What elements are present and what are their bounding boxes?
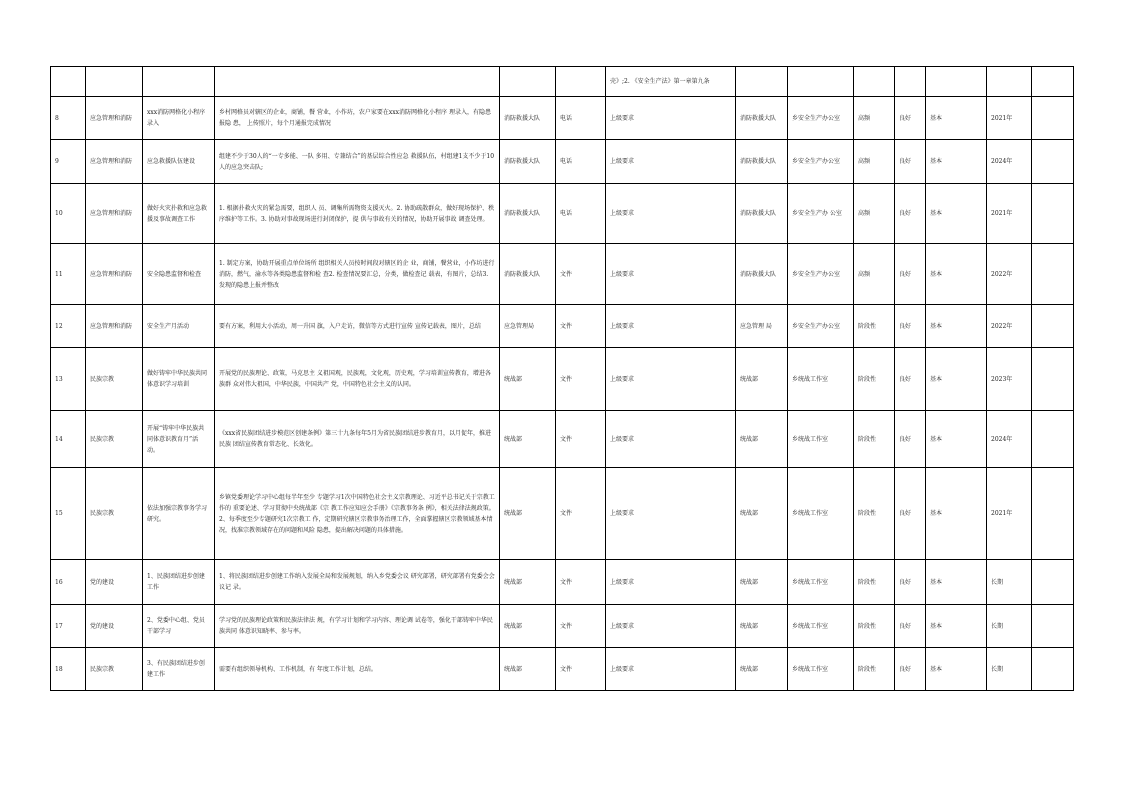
cell-empty bbox=[143, 67, 215, 97]
cell-method: 文件 bbox=[556, 648, 606, 691]
cell-year: 2022年 bbox=[987, 244, 1032, 305]
cell-unit: 乡统战工作室 bbox=[788, 648, 854, 691]
cell-basis: 上级要求 bbox=[606, 411, 736, 468]
cell-empty bbox=[987, 67, 1032, 97]
cell-level: 基本 bbox=[926, 411, 987, 468]
cell-freq: 阶段性 bbox=[854, 605, 895, 648]
cell-note bbox=[1032, 184, 1074, 244]
cell-method: 文件 bbox=[556, 560, 606, 605]
cell-freq: 高频 bbox=[854, 97, 895, 140]
cell-resp: 消防救援大队 bbox=[736, 140, 788, 184]
cell-note bbox=[1032, 244, 1074, 305]
cell-note bbox=[1032, 97, 1074, 140]
cell-content: 1. 根据扑救火灾的紧急需要，组织人 员、调集所需物资支援灭火。2. 协助疏散群众，做好现场保护、秩 序维护等工作。3. 协助对事故现场进行封闭保护，提 供与事故有关的情况，协助开展事故 调查处理。 bbox=[215, 184, 500, 244]
cell-dept: 统战部 bbox=[500, 348, 556, 411]
cell-content: 开展党的民族理论、政策，马克思主 义祖国观，民族观，文化观，历史观，学习培训宣传教育，增进各族群 众对伟大祖国，中华民族，中国共产 党，中国特色社会主义的认同。 bbox=[215, 348, 500, 411]
cell-method: 文件 bbox=[556, 605, 606, 648]
cell-basis: 上级要求 bbox=[606, 468, 736, 560]
cell-basis: 上级要求 bbox=[606, 305, 736, 348]
cell-unit: 乡统战工作室 bbox=[788, 560, 854, 605]
cell-year: 2024年 bbox=[987, 140, 1032, 184]
cell-item: 应急救援队伍建设 bbox=[143, 140, 215, 184]
cell-item: 做好火灾扑救和应急救援及事故调查工作 bbox=[143, 184, 215, 244]
table-row bbox=[51, 648, 1074, 691]
cell-item: 依法加强宗教事务学习研究。 bbox=[143, 468, 215, 560]
cell-year: 长期 bbox=[987, 560, 1032, 605]
cell-resp: 消防救援大队 bbox=[736, 184, 788, 244]
cell-empty bbox=[854, 67, 895, 97]
cell-method: 电话 bbox=[556, 97, 606, 140]
cell-empty bbox=[926, 67, 987, 97]
cell-eval: 良好 bbox=[895, 648, 926, 691]
cell-unit: 乡安全生产办公室 bbox=[788, 305, 854, 348]
cell-content: 学习党的民族理论政策和民族法律法 规，有学习计划和学习内容、理论调 试卷等，强化干部铸牢中华民族共同 体意识知晓率、参与率。 bbox=[215, 605, 500, 648]
cell-category: 民族宗教 bbox=[86, 468, 143, 560]
cell-freq: 阶段性 bbox=[854, 648, 895, 691]
table-row bbox=[51, 411, 1074, 468]
cell-method: 文件 bbox=[556, 244, 606, 305]
cell-unit: 乡安全生产办公室 bbox=[788, 97, 854, 140]
cell-freq: 阶段性 bbox=[854, 305, 895, 348]
cell-year: 2024年 bbox=[987, 411, 1032, 468]
cell-content: 《xxx省民族团结进步模范区创建条例》第三十九条每年5月为省民族团结进步教育月，以月促年，推进民族 团结宣传教育常态化、长效化。 bbox=[215, 411, 500, 468]
cell-no: 14 bbox=[51, 411, 86, 468]
task-sheet bbox=[50, 66, 1074, 691]
cell-level: 基本 bbox=[926, 244, 987, 305]
cell-empty bbox=[788, 67, 854, 97]
cell-eval: 良好 bbox=[895, 468, 926, 560]
cell-freq: 高频 bbox=[854, 184, 895, 244]
cell-note bbox=[1032, 560, 1074, 605]
cell-eval: 良好 bbox=[895, 184, 926, 244]
cell-resp: 统战部 bbox=[736, 605, 788, 648]
cell-item: 做好铸牢中华民族共同体意识学习培训 bbox=[143, 348, 215, 411]
cell-year: 2021年 bbox=[987, 468, 1032, 560]
cell-unit: 乡统战工作室 bbox=[788, 348, 854, 411]
cell-note bbox=[1032, 140, 1074, 184]
cell-resp: 应急管理 局 bbox=[736, 305, 788, 348]
cell-freq: 阶段性 bbox=[854, 348, 895, 411]
cell-empty bbox=[86, 67, 143, 97]
cell-resp: 统战部 bbox=[736, 560, 788, 605]
cell-eval: 良好 bbox=[895, 348, 926, 411]
cell-level: 基本 bbox=[926, 468, 987, 560]
cell-empty bbox=[736, 67, 788, 97]
cell-unit: 乡统战工作室 bbox=[788, 411, 854, 468]
cell-empty bbox=[51, 67, 86, 97]
cell-eval: 良好 bbox=[895, 605, 926, 648]
cell-no: 16 bbox=[51, 560, 86, 605]
cell-resp: 统战部 bbox=[736, 468, 788, 560]
table-row bbox=[51, 244, 1074, 305]
cell-year: 2021年 bbox=[987, 97, 1032, 140]
cell-note bbox=[1032, 348, 1074, 411]
cell-item: 2、党委中心组、党员干部学习 bbox=[143, 605, 215, 648]
cell-note bbox=[1032, 605, 1074, 648]
cell-content: 乡村网格员对辖区的企业，商铺，餐 营业，小作坊，农户家要在xxx消防网格化小程序 理录入，有隐患报隐 患， 上传照片，每个月通报完成情况 bbox=[215, 97, 500, 140]
cell-level: 基本 bbox=[926, 184, 987, 244]
cell-basis: 上级要求 bbox=[606, 605, 736, 648]
cell-eval: 良好 bbox=[895, 411, 926, 468]
cell-category: 应急管理和消防 bbox=[86, 97, 143, 140]
cell-category: 民族宗教 bbox=[86, 648, 143, 691]
table-row bbox=[51, 605, 1074, 648]
cell-basis: 上级要求 bbox=[606, 648, 736, 691]
cell-level: 基本 bbox=[926, 140, 987, 184]
cell-freq: 阶段性 bbox=[854, 411, 895, 468]
cell-resp: 消防救援大队 bbox=[736, 97, 788, 140]
table-row bbox=[51, 468, 1074, 560]
cell-eval: 良好 bbox=[895, 97, 926, 140]
table-row bbox=[51, 97, 1074, 140]
cell-category: 党的建设 bbox=[86, 560, 143, 605]
cell-dept: 统战部 bbox=[500, 411, 556, 468]
table-row bbox=[51, 140, 1074, 184]
table-row bbox=[51, 348, 1074, 411]
cell-category: 应急管理和消防 bbox=[86, 244, 143, 305]
cell-basis: 上级要求 bbox=[606, 97, 736, 140]
cell-category: 应急管理和消防 bbox=[86, 184, 143, 244]
cell-method: 电话 bbox=[556, 184, 606, 244]
cell-content: 组建不少于30人的“一专多能、一队 多用、专兼结合”的基层综合性应急 救援队伍，村组建1支不少于10人的应急突击队; bbox=[215, 140, 500, 184]
cell-unit: 乡安全生产办 公室 bbox=[788, 184, 854, 244]
cell-dept: 应急管理局 bbox=[500, 305, 556, 348]
cell-dept: 消防救援大队 bbox=[500, 184, 556, 244]
cell-item: 安全隐患监督和检查 bbox=[143, 244, 215, 305]
cell-resp: 消防救援大队 bbox=[736, 244, 788, 305]
cell-eval: 良好 bbox=[895, 560, 926, 605]
cell-basis: 上级要求 bbox=[606, 140, 736, 184]
cell-method: 电话 bbox=[556, 140, 606, 184]
cell-category: 民族宗教 bbox=[86, 348, 143, 411]
cell-unit: 乡安全生产办公室 bbox=[788, 140, 854, 184]
cell-empty bbox=[500, 67, 556, 97]
cell-method: 文件 bbox=[556, 468, 606, 560]
cell-basis: 上级要求 bbox=[606, 560, 736, 605]
cell-basis: 上级要求 bbox=[606, 184, 736, 244]
cell-year: 长期 bbox=[987, 648, 1032, 691]
cell-dept: 统战部 bbox=[500, 648, 556, 691]
cell-dept: 统战部 bbox=[500, 560, 556, 605]
cell-unit: 乡统战工作室 bbox=[788, 468, 854, 560]
cell-level: 基本 bbox=[926, 560, 987, 605]
cell-eval: 良好 bbox=[895, 305, 926, 348]
cell-empty bbox=[556, 67, 606, 97]
cell-eval: 良好 bbox=[895, 244, 926, 305]
cell-no: 9 bbox=[51, 140, 86, 184]
cell-content: 乡镇党委理论学习中心组每半年至少 专题学习1次中国特色社会主义宗教理论、习近平总书记关于宗教工作的 重要论述、学习贯彻中央统战部《宗 教工作应知应会手册》《宗教事务条 例》，相关法律法规政策。2、每季度至少专题研究1次宗教工 作，定期研究辖区宗教事务治理工作，全面掌握辖区宗教领域基本情况，找准宗教领域存在的问题和风险 隐患，提出解决问题的具体措施。 bbox=[215, 468, 500, 560]
cell-item: 安全生产月活动 bbox=[143, 305, 215, 348]
cell-basis: 上级要求 bbox=[606, 244, 736, 305]
cell-unit: 乡安全生产办公室 bbox=[788, 244, 854, 305]
task-table bbox=[50, 66, 1074, 691]
cell-eval: 良好 bbox=[895, 140, 926, 184]
cell-note bbox=[1032, 411, 1074, 468]
continued-text: 壳》;2. 《安全生产法》第一章第九条 bbox=[606, 67, 736, 97]
cell-level: 基本 bbox=[926, 648, 987, 691]
cell-level: 基本 bbox=[926, 97, 987, 140]
cell-no: 18 bbox=[51, 648, 86, 691]
cell-note bbox=[1032, 648, 1074, 691]
cell-no: 10 bbox=[51, 184, 86, 244]
cell-level: 基本 bbox=[926, 305, 987, 348]
cell-item: 开展“铸牢中华民族共同体意识教育月”活动。 bbox=[143, 411, 215, 468]
cell-method: 文件 bbox=[556, 305, 606, 348]
cell-resp: 统战部 bbox=[736, 648, 788, 691]
cell-category: 民族宗教 bbox=[86, 411, 143, 468]
cell-resp: 统战部 bbox=[736, 411, 788, 468]
cell-item: 1、民族团结进步创建工作 bbox=[143, 560, 215, 605]
cell-no: 11 bbox=[51, 244, 86, 305]
cell-no: 13 bbox=[51, 348, 86, 411]
cell-no: 8 bbox=[51, 97, 86, 140]
cell-category: 应急管理和消防 bbox=[86, 305, 143, 348]
cell-dept: 统战部 bbox=[500, 468, 556, 560]
cell-no: 15 bbox=[51, 468, 86, 560]
cell-dept: 消防救援大队 bbox=[500, 244, 556, 305]
cell-freq: 阶段性 bbox=[854, 468, 895, 560]
cell-level: 基本 bbox=[926, 348, 987, 411]
cell-note bbox=[1032, 468, 1074, 560]
cell-resp: 统战部 bbox=[736, 348, 788, 411]
cell-category: 党的建设 bbox=[86, 605, 143, 648]
table-row-continued bbox=[51, 67, 1074, 97]
table-body bbox=[51, 67, 1074, 691]
cell-freq: 高频 bbox=[854, 244, 895, 305]
cell-year: 长期 bbox=[987, 605, 1032, 648]
cell-content: 需要有组织领导机构、工作机制，有 年度工作计划，总结。 bbox=[215, 648, 500, 691]
cell-method: 文件 bbox=[556, 411, 606, 468]
cell-empty bbox=[895, 67, 926, 97]
cell-dept: 统战部 bbox=[500, 605, 556, 648]
cell-item: 3、有民族团结进步创建工作 bbox=[143, 648, 215, 691]
cell-empty bbox=[215, 67, 500, 97]
cell-item: xxx消防网格化小程序录入 bbox=[143, 97, 215, 140]
cell-category: 应急管理和消防 bbox=[86, 140, 143, 184]
cell-year: 2023年 bbox=[987, 348, 1032, 411]
cell-content: 要有方案，利用大小活动，周一升国 旗，入户走访，微信等方式进行宣传 宣传记载表，图片，总结 bbox=[215, 305, 500, 348]
cell-unit: 乡统战工作室 bbox=[788, 605, 854, 648]
cell-method: 文件 bbox=[556, 348, 606, 411]
cell-no: 12 bbox=[51, 305, 86, 348]
cell-basis: 上级要求 bbox=[606, 348, 736, 411]
cell-content: 1、将民族团结进步创建工作纳入发展全局和发展规划，纳入乡党委会议 研究部署，研究部署有党委会会议记 录。 bbox=[215, 560, 500, 605]
table-row bbox=[51, 560, 1074, 605]
cell-note bbox=[1032, 305, 1074, 348]
cell-empty bbox=[1032, 67, 1074, 97]
cell-year: 2022年 bbox=[987, 305, 1032, 348]
cell-freq: 高频 bbox=[854, 140, 895, 184]
cell-dept: 消防救援大队 bbox=[500, 97, 556, 140]
cell-level: 基本 bbox=[926, 605, 987, 648]
cell-no: 17 bbox=[51, 605, 86, 648]
cell-dept: 消防救援大队 bbox=[500, 140, 556, 184]
cell-content: 1. 制定方案，协助开展重点单位场所 组织相关人员按时间段对辖区的企 业，商铺，餐营业，小作坊进行消防，燃气，渝水等各类隐患监督和检 查2. 检查情况要汇总，分类，做检查记 载表，有图片，总结3. 发现的隐患上报并整改 bbox=[215, 244, 500, 305]
table-row bbox=[51, 184, 1074, 244]
cell-freq: 阶段性 bbox=[854, 560, 895, 605]
cell-year: 2021年 bbox=[987, 184, 1032, 244]
table-row bbox=[51, 305, 1074, 348]
